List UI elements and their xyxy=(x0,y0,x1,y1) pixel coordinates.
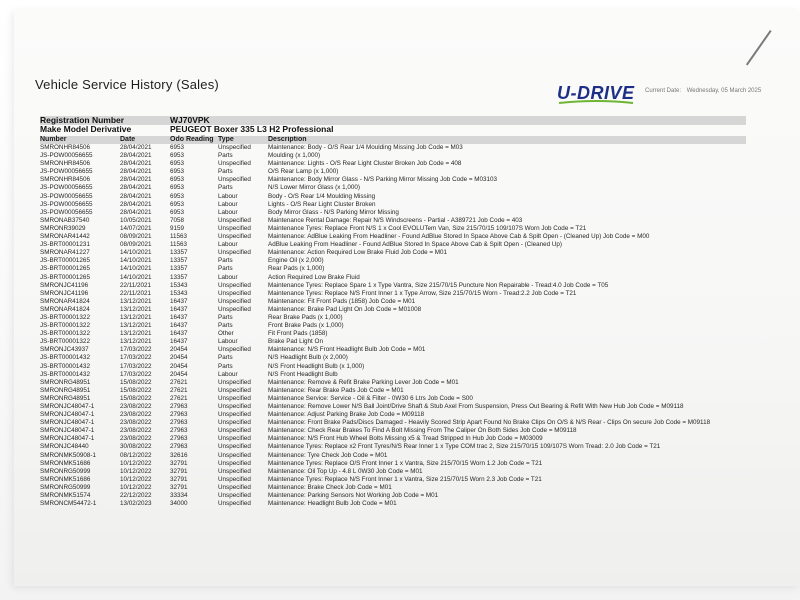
cell-number: JS-BRT00001322 xyxy=(40,330,90,338)
cell-date: 28/04/2021 xyxy=(120,152,152,160)
cell-odo-reading: 20454 xyxy=(170,370,188,378)
cell-date: 13/12/2021 xyxy=(120,305,152,313)
cell-number: JS-BRT00001265 xyxy=(40,257,90,265)
current-date-value: Wednesday, 05 March 2025 xyxy=(686,88,762,94)
cell-description: Maintenance: N/S Front Headlight Bulb Job Code = M01 xyxy=(268,346,426,354)
cell-type: Parts xyxy=(218,354,233,362)
cell-type: Unspecified xyxy=(218,160,251,168)
cell-date: 22/11/2021 xyxy=(120,281,152,289)
table-row xyxy=(40,322,746,330)
cell-number: JS-POW00056655 xyxy=(40,184,93,192)
cell-description: Maintenance: Remove Lower N/S Ball Joint/Drive Shaft & Stub Axel From Suspension, Press Out Bearing & Refit With New Hub Job Code = M09118 xyxy=(268,403,684,410)
cell-description: Maintenance: Remove & Refit Brake Parking Lever Job Code = M01 xyxy=(268,378,459,386)
cell-odo-reading: 27621 xyxy=(170,378,188,386)
cell-description: N/S Front Headlight Bulb xyxy=(268,370,338,378)
cell-odo-reading: 11563 xyxy=(170,241,188,249)
cell-date: 28/04/2021 xyxy=(120,184,152,192)
cell-type: Unspecified xyxy=(218,467,251,475)
cell-odo-reading: 20454 xyxy=(170,362,188,370)
table-row xyxy=(40,484,746,492)
cell-date: 10/12/2022 xyxy=(120,475,152,483)
table-row xyxy=(40,427,746,435)
cell-description: Maintenance: Oil Top Up - 4.8 L 0W30 Job Code = M01 xyxy=(268,467,423,475)
cell-date: 14/07/2021 xyxy=(120,224,152,232)
cell-odo-reading: 6953 xyxy=(170,208,185,216)
cell-number: SMRONCM54472-1 xyxy=(40,500,97,508)
cell-odo-reading: 20454 xyxy=(170,346,188,354)
cell-date: 28/04/2021 xyxy=(120,208,152,216)
cell-type: Unspecified xyxy=(218,297,251,305)
u-drive-logo xyxy=(557,83,635,105)
cell-description: Maintenance: Brake Check Job Code = M01 xyxy=(268,483,392,491)
table-row xyxy=(40,314,746,322)
cell-type: Unspecified xyxy=(218,475,251,483)
cell-odo-reading: 27963 xyxy=(170,403,188,410)
cell-date: 10/12/2022 xyxy=(120,459,152,467)
cell-number: SMRONMK51686 xyxy=(40,475,91,483)
header-type: Type xyxy=(218,136,234,143)
cell-description: Rear Pads (x 1,000) xyxy=(268,265,325,273)
cell-odo-reading: 11563 xyxy=(170,233,188,241)
cell-number: SMRONAR41442 xyxy=(40,233,90,241)
cell-odo-reading: 6953 xyxy=(170,152,185,160)
cell-odo-reading: 6953 xyxy=(170,184,185,192)
cell-type: Unspecified xyxy=(218,435,251,443)
cell-odo-reading: 33334 xyxy=(170,492,188,500)
table-row xyxy=(40,411,746,419)
cell-type: Unspecified xyxy=(218,144,251,151)
cell-number: SMRONRG48951 xyxy=(40,378,91,386)
header-date: Date xyxy=(120,136,136,143)
cell-number: SMRONJC43937 xyxy=(40,346,89,354)
table-row xyxy=(40,233,746,241)
cell-description: Maintenance: Body - O/S Rear 1/4 Moulding Missing Job Code = M03 xyxy=(268,144,463,151)
cell-description: Maintenance Tyres: Replace x2 Front Tyres/N/S Rear Inner 1 x Type COM trac 2, Size 215/70/15 109/107S Worn Tread: 2.0 Job Code = T21 xyxy=(268,443,661,451)
table-row xyxy=(40,144,746,152)
cell-odo-reading: 32791 xyxy=(170,459,188,467)
table-row xyxy=(40,282,746,290)
cell-number: SMRONJC48047-1 xyxy=(40,419,95,427)
cell-type: Unspecified xyxy=(218,451,251,459)
table-row xyxy=(40,306,746,314)
cell-odo-reading: 13357 xyxy=(170,265,188,273)
cell-number: SMRONHR84506 xyxy=(40,176,91,184)
cell-description: Maintenance: Body Mirror Glass - N/S Parking Mirror Missing Job Code = M03103 xyxy=(268,176,498,184)
cell-odo-reading: 27963 xyxy=(170,411,188,419)
cell-odo-reading: 6953 xyxy=(170,192,185,200)
cell-date: 23/08/2022 xyxy=(120,435,152,443)
cell-type: Unspecified xyxy=(218,249,251,257)
cell-description: Maintenance: Rear Brake Pads Job Code = M01 xyxy=(268,386,404,394)
cell-description: Maintenance: Parking Sensors Not Working Job Code = M01 xyxy=(268,492,439,500)
cell-type: Unspecified xyxy=(218,459,251,467)
cell-description: Maintenance: N/S Front Hub Wheel Bolts Missing x5 & Tread Stripped In Hub Job Code = M03009 xyxy=(268,435,543,443)
cell-type: Unspecified xyxy=(218,176,251,184)
table-row xyxy=(40,492,746,500)
cell-odo-reading: 13357 xyxy=(170,257,188,265)
cell-type: Unspecified xyxy=(218,411,251,419)
cell-date: 15/08/2022 xyxy=(120,378,152,386)
cell-type: Unspecified xyxy=(218,386,251,394)
table-row xyxy=(40,338,746,346)
registration-row xyxy=(40,116,746,125)
cell-odo-reading: 6953 xyxy=(170,200,185,208)
cell-odo-reading: 27963 xyxy=(170,427,188,435)
table-row xyxy=(40,241,746,249)
current-date xyxy=(645,88,765,94)
table-row xyxy=(40,290,746,298)
cell-number: JS-POW00056655 xyxy=(40,200,93,208)
cell-type: Labour xyxy=(218,241,238,249)
cell-type: Other xyxy=(218,330,234,338)
cell-number: JS-POW00056655 xyxy=(40,152,93,160)
cell-number: JS-BRT00001265 xyxy=(40,273,90,281)
cell-type: Parts xyxy=(218,152,233,160)
cell-description: Moulding (x 1,000) xyxy=(268,152,321,160)
cell-description: Maintenance Tyres: Replace O/S Front Inner 1 x Vantra, Size 215/70/15 Worn 1.2 Job Code = T21 xyxy=(268,459,543,467)
table-row xyxy=(40,201,746,209)
current-date-label: Current Date: xyxy=(645,88,682,94)
cell-type: Parts xyxy=(218,322,233,330)
cell-description: Maintenance: Tyre Check Job Code = M01 xyxy=(268,451,388,459)
cell-number: SMRONR39029 xyxy=(40,224,86,232)
cell-odo-reading: 6953 xyxy=(170,168,185,176)
cell-type: Unspecified xyxy=(218,305,251,313)
cell-number: SMRONJC48047-1 xyxy=(40,403,95,410)
table-row xyxy=(40,387,746,395)
table-row xyxy=(40,209,746,217)
cell-date: 23/08/2022 xyxy=(120,427,152,435)
cell-date: 28/04/2021 xyxy=(120,144,152,151)
cell-date: 17/03/2022 xyxy=(120,346,152,354)
cell-number: SMRONJC41196 xyxy=(40,289,89,297)
cell-description: Maintenance: Lights - O/S Rear Light Cluster Broken Job Code = 408 xyxy=(268,160,462,168)
cell-type: Labour xyxy=(218,370,238,378)
cell-type: Labour xyxy=(218,208,238,216)
cell-description: Body Mirror Glass - N/S Parking Mirror Missing xyxy=(268,208,399,216)
table-row xyxy=(40,468,746,476)
cell-type: Parts xyxy=(218,265,233,273)
table-row xyxy=(40,500,746,508)
table-row xyxy=(40,265,746,273)
cell-date: 14/10/2021 xyxy=(120,265,152,273)
cell-date: 14/10/2021 xyxy=(120,249,152,257)
table-row xyxy=(40,274,746,282)
cell-date: 17/03/2022 xyxy=(120,354,152,362)
cell-date: 23/08/2022 xyxy=(120,419,152,427)
table-row xyxy=(40,379,746,387)
cell-number: SMRONHR84506 xyxy=(40,160,91,168)
header-odo-reading: Odo Reading xyxy=(170,136,214,143)
cell-description: Maintenance: Check Rear Brakes To Find A Bolt Missing From The Caliper On Both Sides Job Code = M09118 xyxy=(268,427,577,435)
cell-date: 08/09/2021 xyxy=(120,241,152,249)
cell-type: Unspecified xyxy=(218,281,251,289)
cell-number: SMRONAB37540 xyxy=(40,216,90,224)
cell-type: Parts xyxy=(218,313,233,321)
table-row xyxy=(40,152,746,160)
cell-description: Fit Front Pads (1858) xyxy=(268,330,328,338)
cell-number: SMRONJC48047-1 xyxy=(40,435,95,443)
cell-date: 08/12/2022 xyxy=(120,451,152,459)
document-title: Vehicle Service History (Sales) xyxy=(35,77,219,92)
cell-number: JS-BRT00001432 xyxy=(40,362,90,370)
cell-odo-reading: 16437 xyxy=(170,338,188,346)
cell-odo-reading: 6953 xyxy=(170,144,185,151)
cell-date: 28/04/2021 xyxy=(120,160,152,168)
cell-number: SMRONAR41824 xyxy=(40,305,90,313)
table-header xyxy=(40,136,746,144)
cell-description: N/S Lower Mirror Glass (x 1,000) xyxy=(268,184,361,192)
table-row xyxy=(40,395,746,403)
cell-number: JS-BRT00001432 xyxy=(40,354,90,362)
cell-number: SMRONJC48047-1 xyxy=(40,411,95,419)
cell-number: SMRONAR41227 xyxy=(40,249,90,257)
cell-date: 13/12/2021 xyxy=(120,330,152,338)
header-description: Description xyxy=(268,136,307,143)
cell-description: Action Required Low Brake Fluid xyxy=(268,273,360,281)
cell-description: Maintenance: Action Required Low Brake Fluid Job Code = M01 xyxy=(268,249,448,257)
cell-type: Unspecified xyxy=(218,483,251,491)
cell-description: Front Brake Pads (x 1,000) xyxy=(268,322,344,330)
cell-number: JS-BRT00001432 xyxy=(40,370,90,378)
cell-odo-reading: 7058 xyxy=(170,216,185,224)
cell-odo-reading: 13357 xyxy=(170,249,188,257)
cell-date: 08/09/2021 xyxy=(120,233,152,241)
cell-date: 14/10/2021 xyxy=(120,273,152,281)
make-model-value: PEUGEOT Boxer 335 L3 H2 Professional xyxy=(170,124,334,134)
cell-number: SMRONMK51574 xyxy=(40,492,91,500)
cell-description: Maintenance Tyres: Replace N/S Front Inner 1 x Vantra, Size 215/70/15 Worn 2.3 Job Code = T21 xyxy=(268,475,542,483)
cell-date: 23/08/2022 xyxy=(120,411,152,419)
cell-number: JS-BRT00001322 xyxy=(40,338,90,346)
vehicle-summary xyxy=(40,116,746,134)
cell-number: SMRONAR41824 xyxy=(40,297,90,305)
cell-odo-reading: 32791 xyxy=(170,467,188,475)
cell-odo-reading: 32791 xyxy=(170,475,188,483)
cell-date: 13/02/2023 xyxy=(120,500,152,508)
cell-odo-reading: 16437 xyxy=(170,330,188,338)
cell-odo-reading: 6953 xyxy=(170,160,185,168)
logo-text: U-DRIVE xyxy=(557,83,635,103)
cell-description: Maintenance Tyres: Replace Spare 1 x Type Vantra, Size 215/70/15 Puncture Non Repairable - Tread:4.0 Job Code = T05 xyxy=(268,281,609,289)
cell-date: 15/08/2022 xyxy=(120,394,152,402)
make-model-label: Make Model Derivative xyxy=(40,124,132,134)
cell-description: Maintenance: Front Brake Pads/Discs Damaged - Heavily Scored Strip Apart Found No Brake Clips On O/S & N/S Rear - Clips On secure Job Code = M09118 xyxy=(268,419,711,427)
cell-date: 10/05/2021 xyxy=(120,216,152,224)
cell-description: Maintenance Tyres: Replace N/S Front Inner 1 x Type Arrow, Size 215/70/15 Worn - Tread:2.2 Job Code = T21 xyxy=(268,289,577,297)
cell-description: Maintenance: AdBlue Leaking From Headliner - Found AdBlue Stored In Space Above Cab & Spilt Open - (Cleaned Up) Job Code = M00 xyxy=(268,233,650,241)
cell-type: Labour xyxy=(218,338,238,346)
cell-odo-reading: 27621 xyxy=(170,386,188,394)
cell-description: O/S Rear Lamp (x 1,000) xyxy=(268,168,339,176)
cell-odo-reading: 16437 xyxy=(170,322,188,330)
cell-date: 28/04/2021 xyxy=(120,176,152,184)
cell-number: SMRONHR84506 xyxy=(40,144,91,151)
cell-number: SMRONJC48440 xyxy=(40,443,89,451)
table-row xyxy=(40,176,746,184)
cell-number: SMRONJC41196 xyxy=(40,281,89,289)
cell-description: N/S Front Headlight Bulb (x 1,000) xyxy=(268,362,365,370)
cell-description: Maintenance: Fit Front Pads (1858) Job Code = M01 xyxy=(268,297,416,305)
cell-type: Unspecified xyxy=(218,427,251,435)
cell-type: Unspecified xyxy=(218,224,251,232)
cell-number: JS-BRT00001265 xyxy=(40,265,90,273)
cell-type: Unspecified xyxy=(218,216,251,224)
table-row xyxy=(40,225,746,233)
registration-value: WJ70VPK xyxy=(170,115,210,125)
cell-date: 13/12/2021 xyxy=(120,322,152,330)
table-row xyxy=(40,160,746,168)
header-number: Number xyxy=(40,136,67,143)
cell-type: Unspecified xyxy=(218,419,251,427)
cell-type: Parts xyxy=(218,257,233,265)
cell-date: 23/08/2022 xyxy=(120,403,152,410)
service-history-table xyxy=(40,136,746,508)
cell-description: Engine Oil (x 2,000) xyxy=(268,257,324,265)
cell-date: 15/08/2022 xyxy=(120,386,152,394)
table-row xyxy=(40,363,746,371)
cell-date: 28/04/2021 xyxy=(120,200,152,208)
table-row xyxy=(40,257,746,265)
cell-type: Unspecified xyxy=(218,378,251,386)
cell-description: Maintenance: Brake Pad Light On Job Code = M01008 xyxy=(268,305,422,313)
cell-odo-reading: 15343 xyxy=(170,289,188,297)
cell-date: 13/12/2021 xyxy=(120,313,152,321)
cell-type: Unspecified xyxy=(218,289,251,297)
table-row xyxy=(40,403,746,411)
cell-number: JS-POW00056655 xyxy=(40,208,93,216)
cell-description: Lights - O/S Rear Light Cluster Broken xyxy=(268,200,376,208)
cell-number: SMRONRG50999 xyxy=(40,483,91,491)
cell-number: SMRONRG48951 xyxy=(40,386,91,394)
cell-type: Unspecified xyxy=(218,492,251,500)
cell-odo-reading: 27621 xyxy=(170,394,188,402)
cell-odo-reading: 16437 xyxy=(170,297,188,305)
table-row xyxy=(40,443,746,451)
table-row xyxy=(40,184,746,192)
table-row xyxy=(40,435,746,443)
cell-type: Unspecified xyxy=(218,500,251,508)
cell-description: Maintenance: Adjust Parking Brake Job Code = M09118 xyxy=(268,411,425,419)
cell-odo-reading: 16437 xyxy=(170,313,188,321)
cell-number: JS-POW00056655 xyxy=(40,192,93,200)
cell-type: Unspecified xyxy=(218,346,251,354)
cell-number: JS-BRT00001322 xyxy=(40,313,90,321)
cell-odo-reading: 27963 xyxy=(170,419,188,427)
cell-odo-reading: 13357 xyxy=(170,273,188,281)
cell-type: Labour xyxy=(218,200,238,208)
cell-type: Unspecified xyxy=(218,233,251,241)
table-row xyxy=(40,249,746,257)
cell-date: 28/04/2021 xyxy=(120,168,152,176)
cell-type: Parts xyxy=(218,362,233,370)
cell-type: Unspecified xyxy=(218,443,251,451)
table-row xyxy=(40,371,746,379)
cell-odo-reading: 32616 xyxy=(170,451,188,459)
cell-type: Unspecified xyxy=(218,403,251,410)
table-row xyxy=(40,193,746,201)
table-row xyxy=(40,168,746,176)
cell-odo-reading: 20454 xyxy=(170,354,188,362)
table-row xyxy=(40,346,746,354)
cell-type: Labour xyxy=(218,273,238,281)
cell-description: Brake Pad Light On xyxy=(268,338,323,346)
cell-date: 10/12/2022 xyxy=(120,483,152,491)
cell-description: AdBlue Leaking From Headliner - Found AdBlue Stored In Space Above Cab & Spilt Open - (Cleaned Up) xyxy=(268,241,563,249)
table-row xyxy=(40,354,746,362)
cell-number: SMRONMK50908-1 xyxy=(40,451,96,459)
table-row xyxy=(40,460,746,468)
cell-number: JS-BRT00001231 xyxy=(40,241,90,249)
table-row xyxy=(40,476,746,484)
cell-odo-reading: 32791 xyxy=(170,483,188,491)
cell-number: JS-BRT00001322 xyxy=(40,322,90,330)
logo-swoosh-icon xyxy=(557,100,635,105)
table-row xyxy=(40,419,746,427)
cell-description: Maintenance: Headlight Bulb Job Code = M01 xyxy=(268,500,397,508)
cell-odo-reading: 16437 xyxy=(170,305,188,313)
registration-label: Registration Number xyxy=(40,115,125,125)
cell-description: Maintenance Rental Damage: Repair N/S Windscreens - Partial - A389721 Job Code = 403 xyxy=(268,216,523,224)
cell-type: Unspecified xyxy=(218,394,251,402)
cell-odo-reading: 27963 xyxy=(170,443,188,451)
cell-type: Parts xyxy=(218,184,233,192)
make-model-row xyxy=(40,125,746,134)
cell-date: 13/12/2021 xyxy=(120,338,152,346)
table-row xyxy=(40,298,746,306)
cell-date: 10/12/2022 xyxy=(120,467,152,475)
cell-date: 17/03/2022 xyxy=(120,362,152,370)
cell-number: SMRONJC48047-1 xyxy=(40,427,95,435)
cell-description: Body - O/S Rear 1/4 Moulding Missing xyxy=(268,192,376,200)
cell-date: 30/08/2022 xyxy=(120,443,152,451)
cell-odo-reading: 9159 xyxy=(170,224,185,232)
table-row xyxy=(40,330,746,338)
cell-date: 14/10/2021 xyxy=(120,257,152,265)
cell-date: 28/04/2021 xyxy=(120,192,152,200)
cell-description: Maintenance Tyres: Replace Front N/S 1 x Cool EVOLUTem Van, Size 215/70/15 109/107S Worn Job Code = T21 xyxy=(268,224,587,232)
cell-number: SMRONRG50999 xyxy=(40,467,91,475)
cell-type: Labour xyxy=(218,192,238,200)
table-row xyxy=(40,217,746,225)
cell-odo-reading: 34000 xyxy=(170,500,188,508)
cell-description: Rear Brake Pads (x 1,000) xyxy=(268,313,343,321)
cell-number: SMRONRG48951 xyxy=(40,394,91,402)
cell-date: 13/12/2021 xyxy=(120,297,152,305)
cell-description: Maintenance Service: Service - Oil & Filter - 0W30 6 Ltrs Job Code = S00 xyxy=(268,394,473,402)
cell-odo-reading: 15343 xyxy=(170,281,188,289)
cell-date: 22/11/2021 xyxy=(120,289,152,297)
cell-number: SMRONMK51686 xyxy=(40,459,91,467)
cell-number: JS-POW00056655 xyxy=(40,168,93,176)
cell-type: Parts xyxy=(218,168,233,176)
table-row xyxy=(40,452,746,460)
cell-odo-reading: 6953 xyxy=(170,176,185,184)
cell-description: N/S Headlight Bulb (x 2,000) xyxy=(268,354,348,362)
cell-odo-reading: 27963 xyxy=(170,435,188,443)
table-body xyxy=(40,144,746,508)
cell-date: 22/12/2022 xyxy=(120,492,152,500)
cell-date: 17/03/2022 xyxy=(120,370,152,378)
